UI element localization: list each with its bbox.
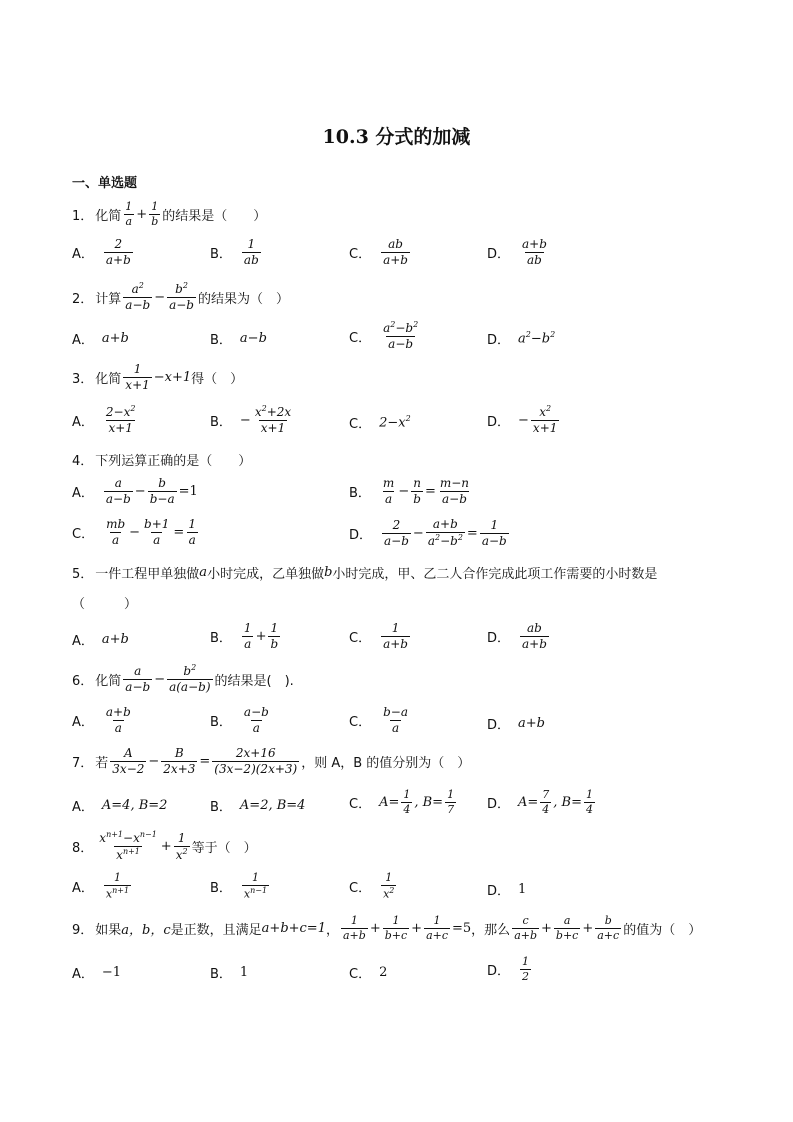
q5-option-d[interactable]: D． $\frac{ab}{a+b}$ bbox=[487, 621, 547, 652]
q8-option-c[interactable]: C． $\frac{1}{x^2}$ bbox=[349, 871, 395, 901]
q9-option-b[interactable]: B． 1 bbox=[210, 965, 249, 982]
q8-option-b[interactable]: B． $\frac{1}{x^{n-1}}$ bbox=[210, 871, 268, 901]
q4-option-b[interactable]: B． $\frac{m}{a}$ − $\frac{n}{b}$ = $\frac{m-n}{a-b}$ bbox=[349, 476, 470, 507]
q8-option-d[interactable]: D． 1 bbox=[487, 882, 527, 899]
q6-option-d[interactable]: D． a+b bbox=[487, 716, 545, 733]
q4-option-a[interactable]: A． $\frac{a}{a-b}$ − $\frac{b}{b-a}$ =1 bbox=[72, 476, 198, 507]
q9-option-a[interactable]: A． −1 bbox=[72, 965, 122, 982]
q3-option-b[interactable]: B． − $\frac{x^2+2x}{x+1}$ bbox=[210, 404, 292, 436]
question-2: 2． 计算 $\frac{a^2}{a-b}$ − $\frac{b^2}{a-b}$ 的结果为（ ） bbox=[72, 281, 289, 313]
question-5-paren: （ ） bbox=[72, 597, 138, 612]
q5-option-a[interactable]: A． a+b bbox=[72, 632, 129, 649]
q9-option-d[interactable]: D． $\frac{1}{2}$ bbox=[487, 955, 530, 984]
q6-option-c[interactable]: C． $\frac{b-a}{a}$ bbox=[349, 705, 408, 736]
q6-option-b[interactable]: B． $\frac{a-b}{a}$ bbox=[210, 705, 269, 736]
q6-option-a[interactable]: A． $\frac{a+b}{a}$ bbox=[72, 705, 131, 736]
q8-option-a[interactable]: A． $\frac{1}{x^{n+1}}$ bbox=[72, 871, 130, 901]
question-6: 6． 化简 $\frac{a}{a-b}$ − $\frac{b^2}{a(a-b)}$ 的结果是( ). bbox=[72, 663, 294, 695]
q5-option-c[interactable]: C． $\frac{1}{a+b}$ bbox=[349, 621, 408, 652]
q7-option-b[interactable]: B． A=2, B=4 bbox=[210, 798, 306, 815]
q1-option-a[interactable]: A． $\frac{2}{a+b}$ bbox=[72, 237, 131, 268]
question-4: 4． 下列运算正确的是（ ） bbox=[72, 454, 252, 469]
q2-option-d[interactable]: D． $a^2-b^2$ bbox=[487, 330, 556, 348]
q5-option-b[interactable]: B． $\frac{1}{a}$ + $\frac{1}{b}$ bbox=[210, 621, 279, 652]
q7-option-a[interactable]: A． A=4, B=2 bbox=[72, 798, 168, 815]
question-7: 7． 若 $\frac{A}{3x-2}$ − $\frac{B}{2x+3}$ = $\frac{2x+16}{(3x-2)(2x+3)}$ ，则 A，B 的值分别为（ ） bbox=[72, 746, 471, 777]
question-3: 3． 化简 $\frac{1}{x+1}$ −x+1 得（ ） bbox=[72, 362, 244, 393]
q3-option-d[interactable]: D． − $\frac{x^2}{x+1}$ bbox=[487, 404, 558, 436]
q4-option-c[interactable]: C． $\frac{mb}{a}$ − $\frac{b+1}{a}$ = $\frac{1}{a}$ bbox=[72, 517, 196, 548]
q9-option-c[interactable]: C． 2 bbox=[349, 965, 388, 982]
question-1: 1． 化简 $\frac{1}{a}$ + $\frac{1}{b}$ 的结果是（ ） bbox=[72, 200, 267, 229]
q2-option-b[interactable]: B． a−b bbox=[210, 331, 267, 348]
section-heading: 一、单选题 bbox=[72, 176, 138, 191]
q7-option-d[interactable]: D． A= $\frac{7}{4}$ , B= $\frac{1}{4}$ bbox=[487, 788, 594, 817]
q3-option-c[interactable]: C． $2-x^2$ bbox=[349, 414, 411, 432]
q2-option-c[interactable]: C． $\frac{a^2-b^2}{a-b}$ bbox=[349, 320, 419, 352]
question-5: 5． 一件工程甲单独做 a 小时完成，乙单独做 b 小时完成，甲、乙二人合作完成此项工作需要的小时数是 bbox=[72, 565, 658, 582]
q1-option-d[interactable]: D． $\frac{a+b}{ab}$ bbox=[487, 237, 547, 268]
page-title: 10.3 分式的加减 bbox=[322, 126, 471, 148]
question-9: 9． 如果 a，b，c 是正数，且满足 a+b+c=1 ， $\frac{1}{a+b}$ + $\frac{1}{b+c}$ + $\frac{1}{a+c}$ =5 ，那么 $\frac{c}{a+b}$ + $\frac{a}{b+c}$ + $\frac{b}{a+c}$ 的值为（ ） bbox=[72, 914, 702, 943]
q2-option-a[interactable]: A． a+b bbox=[72, 331, 129, 348]
q7-option-c[interactable]: C． A= $\frac{1}{4}$ , B= $\frac{1}{7}$ bbox=[349, 788, 455, 817]
question-8: 8． $\frac{x^{n+1}-x^{n-1}}{x^{n+1}}$ + $\frac{1}{x^2}$ 等于（ ） bbox=[72, 830, 257, 863]
q4-option-d[interactable]: D． $\frac{2}{a-b}$ − $\frac{a+b}{a^2-b^2}$ = $\frac{1}{a-b}$ bbox=[349, 517, 507, 549]
q1-option-b[interactable]: B． $\frac{1}{ab}$ bbox=[210, 237, 259, 268]
q1-option-c[interactable]: C． $\frac{ab}{a+b}$ bbox=[349, 237, 408, 268]
q3-option-a[interactable]: A． $\frac{2-x^2}{x+1}$ bbox=[72, 404, 136, 436]
